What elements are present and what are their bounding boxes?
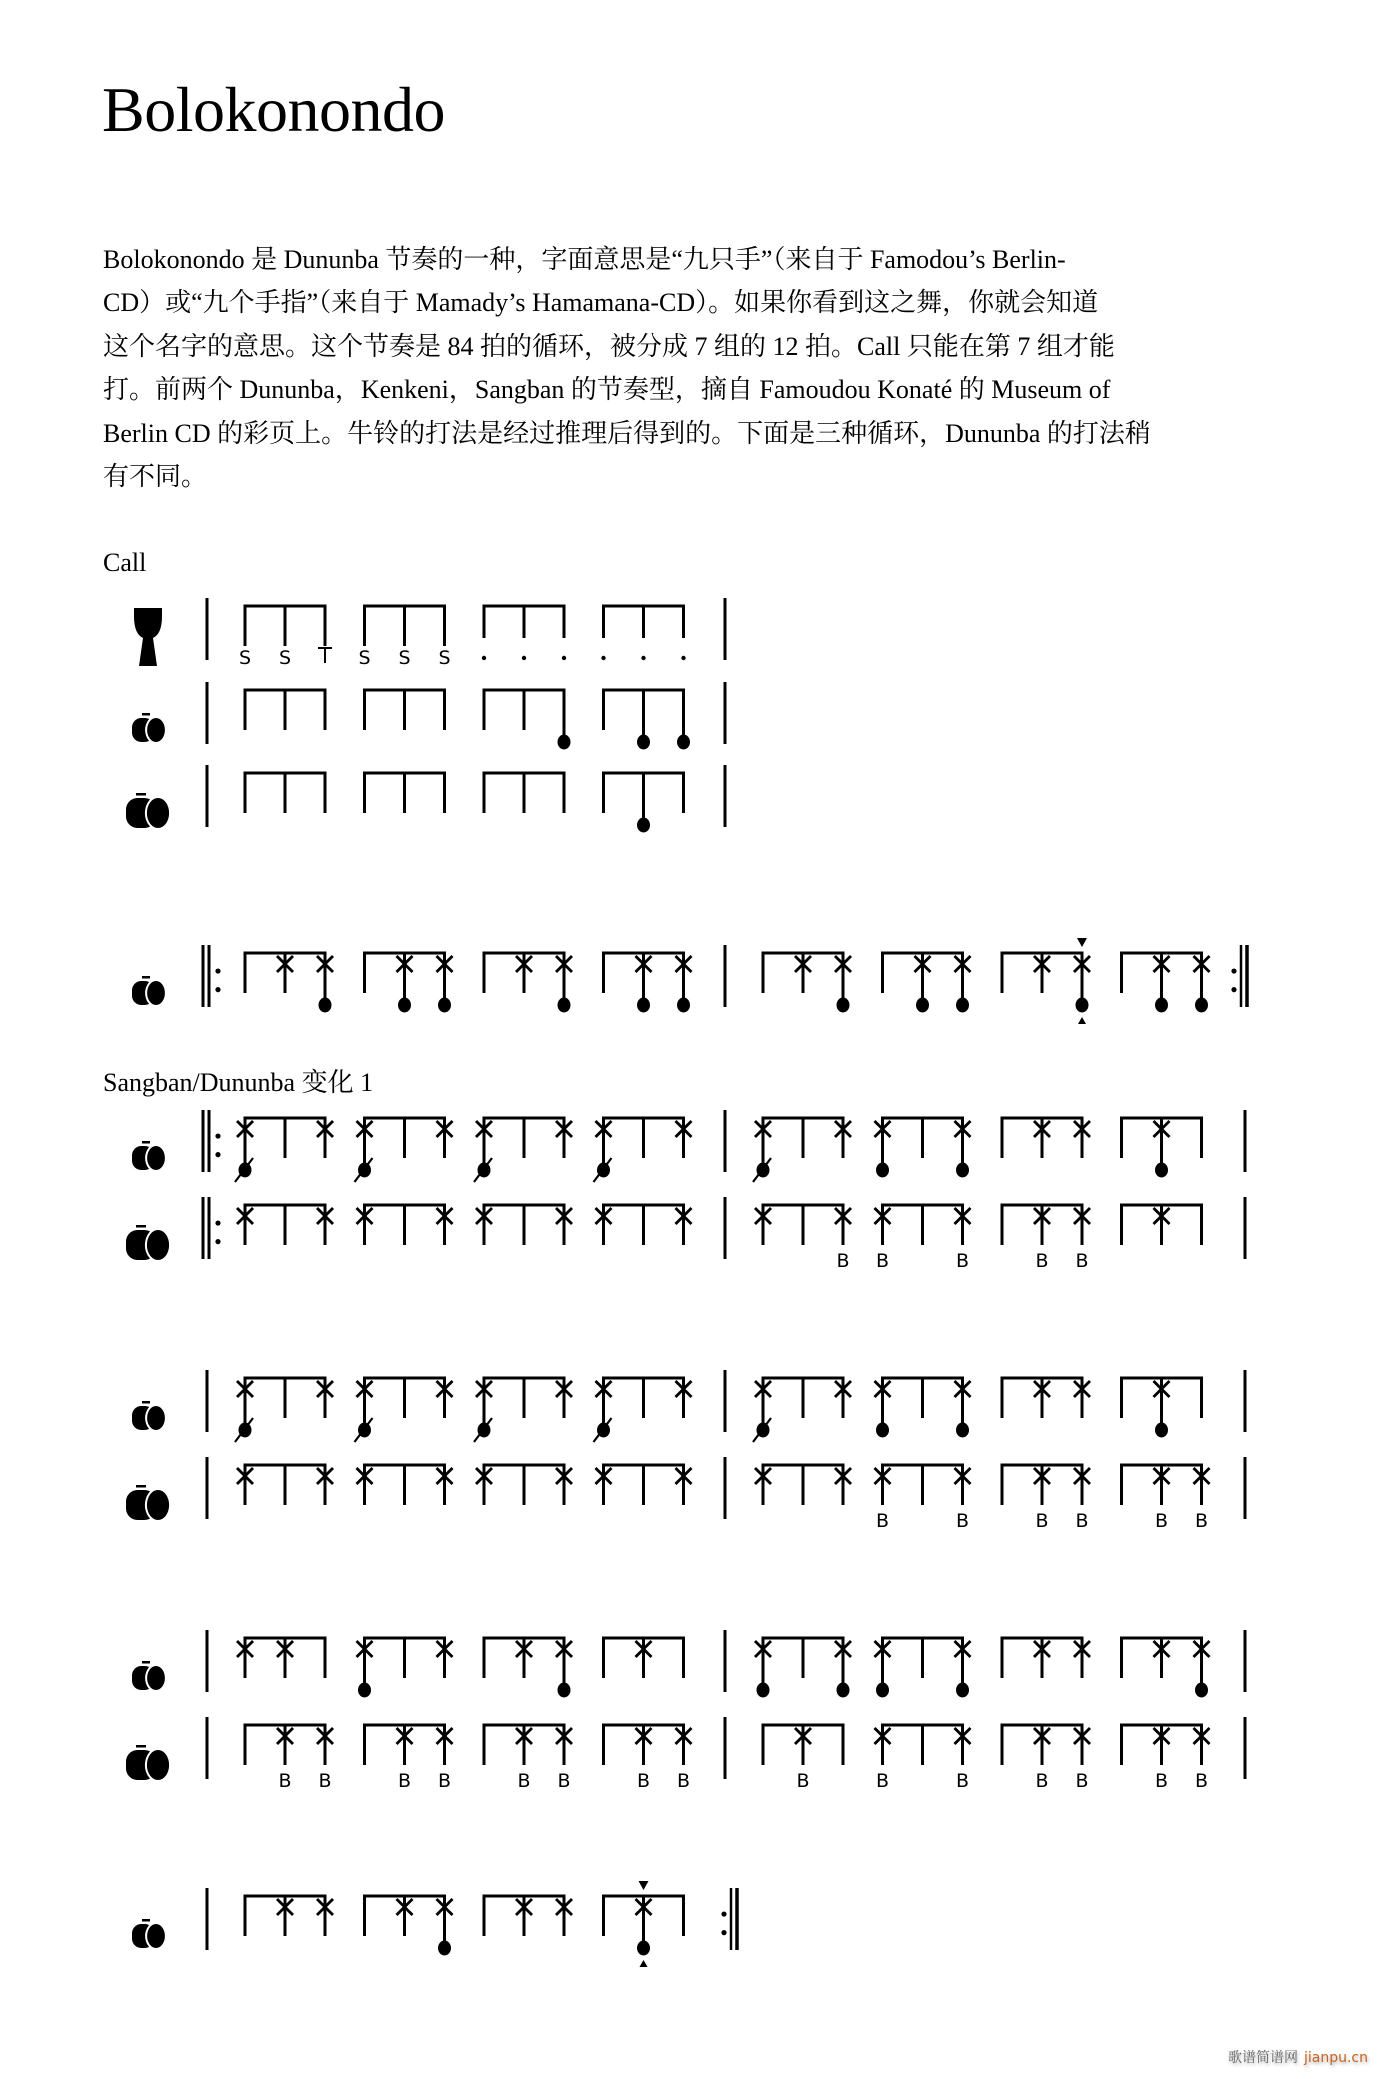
beat-group bbox=[875, 1205, 971, 1272]
open-stroke-dot bbox=[558, 1683, 571, 1698]
beat-group bbox=[483, 953, 573, 1013]
open-stroke-dot bbox=[876, 1163, 889, 1178]
beat-group bbox=[1120, 1638, 1210, 1698]
open-stroke-dot bbox=[757, 1683, 770, 1698]
beat-group bbox=[1001, 1118, 1091, 1158]
staff-row-sangban bbox=[244, 690, 691, 750]
open-stroke-dot bbox=[637, 735, 650, 750]
repeat-start-barline bbox=[203, 1197, 221, 1259]
beat-group bbox=[363, 773, 446, 813]
beat-group bbox=[483, 1725, 573, 1792]
open-stroke-dot bbox=[837, 1683, 850, 1698]
beat-group bbox=[363, 1725, 453, 1792]
rest-dot bbox=[562, 656, 566, 660]
beat-group bbox=[601, 606, 685, 660]
bell-only-label: B bbox=[875, 1770, 890, 1792]
repeat-end-barline bbox=[1231, 945, 1247, 1007]
dununba-icon bbox=[126, 793, 171, 830]
beat-group bbox=[355, 1118, 453, 1182]
beat-group bbox=[1001, 1638, 1091, 1678]
call-marker-up bbox=[640, 1960, 648, 1967]
bell-only-label: B bbox=[955, 1250, 970, 1272]
system-variation1-a bbox=[235, 1118, 1203, 1272]
bell-only-label: B bbox=[796, 1770, 810, 1792]
beat-group bbox=[594, 1378, 692, 1442]
bell-only-label: B bbox=[875, 1250, 890, 1272]
beat-group bbox=[762, 1725, 845, 1792]
beat-group bbox=[357, 1638, 453, 1698]
beat-group bbox=[596, 1205, 692, 1245]
variation-section-label: Sangban/Dununba 变化 1 bbox=[103, 1068, 374, 1097]
repeat-start-barline bbox=[203, 945, 221, 1007]
beat-group bbox=[363, 690, 446, 730]
beat-group bbox=[875, 1118, 971, 1178]
bell-only-label: B bbox=[676, 1770, 691, 1792]
bell-only-label: B bbox=[1154, 1770, 1169, 1792]
slap-label: S bbox=[438, 647, 451, 669]
repeat-start-barline bbox=[203, 1110, 221, 1172]
dununba-icon bbox=[126, 1225, 171, 1262]
beat-group bbox=[244, 1725, 334, 1792]
sangban-icon bbox=[132, 713, 167, 744]
system-call bbox=[239, 606, 690, 833]
beat-group bbox=[237, 1465, 333, 1505]
beat-group bbox=[1001, 1205, 1091, 1272]
bell-only-label: B bbox=[1154, 1510, 1169, 1532]
bell-only-label: B bbox=[955, 1770, 970, 1792]
beat-group bbox=[1120, 1725, 1210, 1792]
rest-dot bbox=[641, 656, 645, 660]
sangban-icon bbox=[132, 1919, 167, 1950]
open-stroke-dot bbox=[1155, 998, 1168, 1013]
staff-row-sangban bbox=[235, 1118, 1203, 1182]
beat-group bbox=[753, 1378, 851, 1442]
open-stroke-dot bbox=[1195, 998, 1208, 1013]
open-stroke-dot bbox=[677, 998, 690, 1013]
beat-group bbox=[476, 1205, 572, 1245]
bell-only-label: B bbox=[636, 1770, 651, 1792]
beat-group bbox=[755, 1465, 851, 1505]
intro-line: Bolokonondo 是 Dununba 节奏的一种，字面意思是“九只手”（来自于 Famodou’s Berlin- bbox=[103, 245, 1066, 274]
beat-group bbox=[235, 1378, 333, 1442]
watermark-site: jianpu.cn bbox=[1303, 2050, 1368, 2066]
open-stroke-dot bbox=[558, 998, 571, 1013]
beat-group bbox=[1120, 1465, 1210, 1532]
bell-only-label: B bbox=[1075, 1510, 1089, 1532]
watermark bbox=[1228, 2047, 1368, 2067]
beat-group bbox=[1001, 1725, 1091, 1792]
call-marker-up bbox=[1078, 1017, 1086, 1024]
bell-only-label: B bbox=[1075, 1770, 1089, 1792]
beat-group bbox=[357, 1465, 453, 1505]
staff-row-djembe bbox=[239, 606, 686, 669]
slap-label: S bbox=[398, 647, 411, 669]
sangban-icon bbox=[132, 976, 167, 1007]
staff-row-sangban bbox=[237, 1638, 1210, 1698]
beat-group bbox=[762, 953, 852, 1013]
beat-group bbox=[1120, 953, 1210, 1013]
open-stroke-dot bbox=[677, 735, 690, 750]
bell-only-label: B bbox=[318, 1770, 332, 1792]
beat-group bbox=[358, 606, 450, 669]
staff-row-dununba bbox=[244, 773, 686, 833]
open-stroke-dot bbox=[319, 998, 332, 1013]
beat-group bbox=[235, 1118, 333, 1182]
bell-only-label: B bbox=[517, 1770, 531, 1792]
open-stroke-dot bbox=[438, 1941, 451, 1956]
rest-dot bbox=[601, 656, 605, 660]
watermark-text: 歌谱简谱网 bbox=[1227, 2050, 1298, 2066]
system-variation1-d bbox=[244, 1881, 686, 1967]
bell-only-label: B bbox=[836, 1250, 850, 1272]
open-stroke-dot bbox=[438, 998, 451, 1013]
sangban-icon bbox=[132, 1401, 167, 1432]
rest-dot bbox=[522, 656, 526, 660]
open-stroke-dot bbox=[956, 1423, 969, 1438]
sangban-icon bbox=[132, 1661, 167, 1692]
beat-group bbox=[755, 1638, 851, 1698]
beat-group bbox=[483, 1896, 573, 1936]
beat-group bbox=[237, 1638, 327, 1678]
bell-only-label: B bbox=[1194, 1510, 1209, 1532]
call-marker-down bbox=[1077, 938, 1087, 947]
slap-label: S bbox=[238, 647, 252, 669]
system-variation1-b bbox=[235, 1378, 1210, 1532]
open-stroke-dot bbox=[837, 998, 850, 1013]
beat-group bbox=[602, 1638, 685, 1678]
intro-line: CD）或“九个手指”（来自于 Mamady’s Hamamana-CD）。如果你看到这之舞，你就会知道 bbox=[103, 288, 1099, 318]
open-stroke-dot bbox=[637, 998, 650, 1013]
beat-group bbox=[1120, 1118, 1203, 1178]
intro-line: 有不同。 bbox=[103, 462, 208, 492]
bell-only-label: B bbox=[955, 1510, 970, 1532]
slap-label: S bbox=[278, 647, 292, 669]
open-stroke-dot bbox=[956, 1683, 969, 1698]
beat-group bbox=[363, 1896, 453, 1956]
rest-dot bbox=[681, 656, 685, 660]
beat-group bbox=[474, 1378, 572, 1442]
rest-dot bbox=[482, 656, 486, 660]
beat-group bbox=[476, 1465, 572, 1505]
open-stroke-dot bbox=[637, 1941, 650, 1956]
staff-row-dununba bbox=[237, 1205, 1203, 1272]
open-stroke-dot bbox=[956, 998, 969, 1013]
beat-group bbox=[602, 1881, 685, 1967]
bell-only-label: B bbox=[437, 1770, 452, 1792]
beat-group bbox=[875, 1465, 971, 1532]
beat-group bbox=[357, 1205, 453, 1245]
bell-only-label: B bbox=[1194, 1770, 1209, 1792]
dununba-icon bbox=[126, 1745, 171, 1782]
beat-group bbox=[363, 953, 453, 1013]
beat-group bbox=[602, 690, 690, 750]
beat-group bbox=[875, 1725, 971, 1792]
beat-group bbox=[755, 1205, 851, 1272]
beat-group bbox=[602, 953, 692, 1013]
bell-only-label: B bbox=[1035, 1250, 1049, 1272]
beat-group bbox=[1120, 1205, 1203, 1245]
system-variation1-c bbox=[237, 1638, 1210, 1792]
open-stroke-dot bbox=[398, 998, 411, 1013]
beat-group bbox=[881, 953, 971, 1013]
beat-group bbox=[474, 1118, 572, 1182]
beat-group bbox=[244, 1896, 334, 1936]
dununba-icon bbox=[126, 1485, 171, 1522]
open-stroke-dot bbox=[1195, 1683, 1208, 1698]
bell-only-label: B bbox=[1075, 1250, 1089, 1272]
open-stroke-dot bbox=[637, 818, 650, 833]
beat-group bbox=[1001, 1378, 1091, 1418]
staff-row-sangban bbox=[244, 1881, 686, 1967]
beat-group bbox=[244, 953, 334, 1013]
call-marker-down bbox=[639, 1881, 649, 1890]
beat-group bbox=[482, 606, 566, 660]
beat-group bbox=[594, 1118, 692, 1182]
staff-row-dununba bbox=[237, 1465, 1210, 1532]
open-stroke-dot bbox=[876, 1423, 889, 1438]
open-stroke-dot bbox=[558, 735, 571, 750]
beat-group bbox=[1120, 1378, 1203, 1438]
call-section-label: Call bbox=[103, 548, 147, 577]
repeat-end-barline bbox=[721, 1888, 737, 1950]
intro-line: Berlin CD 的彩页上。牛铃的打法是经过推理后得到的。下面是三种循环，Dununba 的打法稍 bbox=[103, 418, 1151, 448]
bell-only-label: B bbox=[557, 1770, 571, 1792]
beat-group bbox=[355, 1378, 453, 1442]
staff-row-sangban bbox=[235, 1378, 1203, 1442]
beat-group bbox=[875, 1638, 971, 1698]
bell-only-label: B bbox=[278, 1770, 292, 1792]
intro-line: 这个名字的意思。这个节奏是 84 拍的循环，被分成 7 组的 12 拍。Call 只能在第 7 组才能 bbox=[103, 331, 1115, 361]
beat-group bbox=[239, 606, 332, 669]
beat-group bbox=[602, 1725, 692, 1792]
beat-group bbox=[483, 773, 566, 813]
page-title: Bolokonondo bbox=[102, 74, 445, 145]
beat-group bbox=[753, 1118, 851, 1182]
bell-only-label: B bbox=[1035, 1510, 1049, 1532]
slap-label: S bbox=[358, 647, 371, 669]
beat-group bbox=[237, 1205, 333, 1245]
open-stroke-dot bbox=[1076, 998, 1089, 1013]
open-stroke-dot bbox=[876, 1683, 889, 1698]
sangban-icon bbox=[132, 1141, 167, 1172]
beat-group bbox=[596, 1465, 692, 1505]
bell-only-label: B bbox=[1035, 1770, 1049, 1792]
open-stroke-dot bbox=[1155, 1423, 1168, 1438]
open-stroke-dot bbox=[956, 1163, 969, 1178]
djembe-icon bbox=[134, 608, 162, 666]
beat-group bbox=[244, 690, 327, 730]
intro-line: 打。前两个 Dununba，Kenkeni，Sangban 的节奏型，摘自 Famoudou Konaté 的 Museum of bbox=[103, 375, 1111, 405]
open-stroke-dot bbox=[916, 998, 929, 1013]
beat-group bbox=[483, 690, 571, 750]
bell-only-label: B bbox=[875, 1510, 890, 1532]
beat-group bbox=[1001, 938, 1091, 1024]
beat-group bbox=[1001, 1465, 1091, 1532]
beat-group bbox=[875, 1378, 971, 1438]
open-stroke-dot bbox=[1155, 1163, 1168, 1178]
open-stroke-dot bbox=[358, 1683, 371, 1698]
beat-group bbox=[483, 1638, 573, 1698]
bell-only-label: B bbox=[397, 1770, 412, 1792]
beat-group bbox=[602, 773, 685, 833]
beat-group bbox=[244, 773, 327, 813]
